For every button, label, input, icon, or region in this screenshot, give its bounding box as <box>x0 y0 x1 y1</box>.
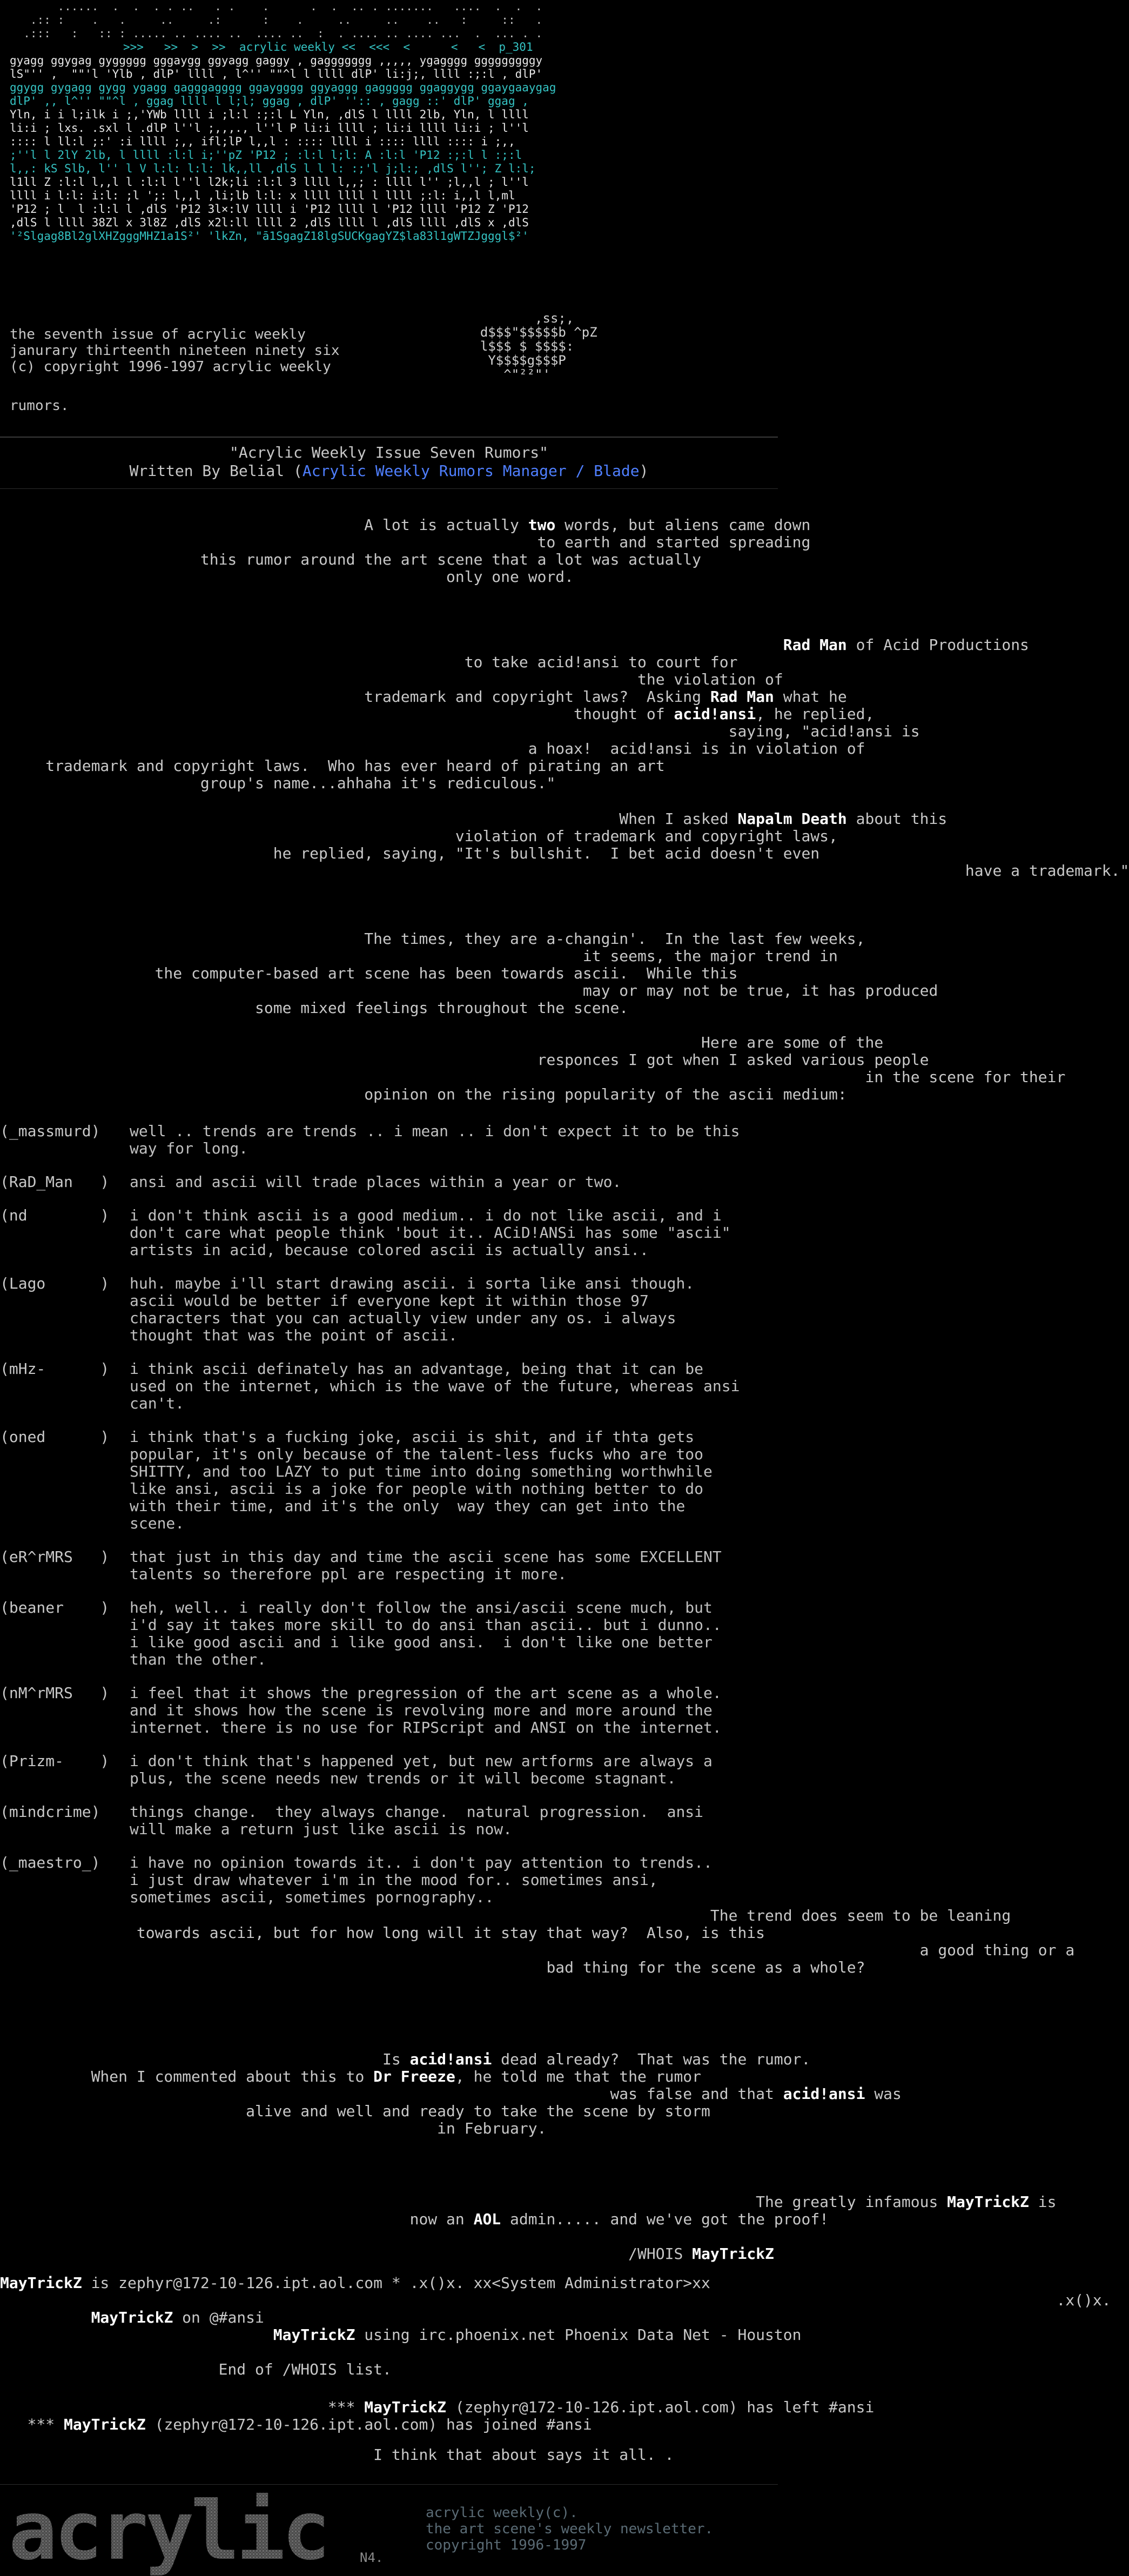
response-text: sometimes ascii, sometimes pornography.. <box>130 1888 494 1906</box>
acid-text: thought of <box>0 705 674 723</box>
aol-text: is <box>1029 2193 1057 2211</box>
response-handle: (nM^rMRS ) <box>0 1684 110 1702</box>
aol-name: AOL <box>473 2210 501 2228</box>
acid-ansi-name: acid!ansi <box>409 2050 492 2068</box>
closing-line <box>0 2446 674 2464</box>
footer-line-2: the art scene's weekly newsletter. <box>426 2521 714 2537</box>
response-text: plus, the scene needs new trends or it will become stagnant. <box>130 1769 676 1787</box>
whois-text: using irc.phoenix.net Phoenix Data Net - Houston <box>355 2326 802 2344</box>
response-handle: (eR^rMRS ) <box>0 1548 110 1566</box>
response-text: don't care what people think 'bout it.. ACiD!ANSi has some "ascii" <box>130 1224 731 1242</box>
response-handle: (_maestro_) <box>0 1854 100 1871</box>
response-item <box>0 1360 778 1412</box>
art-dots-top: ...... . . . . .. . . . . . .. . ....... .... . . . .:: : . . .. .: : . .. .. .. : :: . .::: : :: : ..... .. .... .. .... .. : . .... .. .... ... . ... . . <box>23 0 543 40</box>
acid-text: of Acid Productions <box>846 636 1029 654</box>
intro-text: this rumor around the art scene that a lot was actually <box>0 551 702 568</box>
intro-text: only one word. <box>0 568 574 586</box>
response-handle: (nd ) <box>0 1206 110 1224</box>
ascii-text: it seems, the major trend in <box>0 947 838 965</box>
whois-end <box>0 2361 392 2378</box>
aol-paragraph <box>0 2193 1056 2228</box>
response-text: i'd say it takes more skill to do ansi than ascii.. but i dunno.. <box>130 1616 722 1634</box>
response-text: i have no opinion towards it.. i don't pay attention to trends.. <box>130 1854 713 1871</box>
divider-title <box>0 488 778 489</box>
whois-output <box>0 2275 1111 2344</box>
issue-line-3: (c) copyright 1996-1997 acrylic weekly <box>10 359 331 375</box>
response-text: heh, well.. i really don't follow the ansi/ascii scene much, but <box>130 1599 713 1616</box>
response-text: ansi and ascii will trade places within a year or two. <box>130 1173 622 1191</box>
ascii-text: opinion on the rising popularity of the ascii medium: <box>0 1085 847 1103</box>
dead-text: , he told me that the rumor <box>455 2068 702 2085</box>
footer-line-1: acrylic weekly(c). <box>426 2505 578 2521</box>
response-text: scene. <box>130 1514 185 1532</box>
response-item <box>0 1428 778 1532</box>
response-item <box>0 1548 778 1583</box>
response-text: used on the internet, which is the wave of the future, whereas ansi <box>130 1377 740 1395</box>
response-text: i like good ascii and i like good ansi. i don't like one better <box>130 1633 713 1651</box>
response-text: i think ascii definately has an advantage, being that it can be <box>130 1360 704 1378</box>
response-text: with their time, and it's the only way they can get into the <box>130 1497 686 1515</box>
ascii-text: in the scene for their <box>0 1068 1066 1086</box>
headline-text: "Acrylic Weekly Issue Seven Rumors" <box>229 444 548 461</box>
art-tagline: >>> >> > >> acrylic weekly << <<< < < < p_301 <box>123 41 533 53</box>
acid-text: , he replied, <box>756 705 875 723</box>
acid-text: what he <box>774 688 847 706</box>
irc-text: *** <box>0 2398 365 2416</box>
outro-text: a good thing or a <box>0 1941 1075 1959</box>
whois-command <box>0 2245 774 2263</box>
whois-text: End of /WHOIS list. <box>0 2360 392 2378</box>
response-text: characters that you can actually view under any os. i always <box>130 1309 676 1327</box>
response-text: popular, it's only because of the talent-less fucks who are too <box>130 1445 704 1463</box>
intro-text: words, but aliens came down <box>555 516 811 534</box>
byline-link[interactable]: Acrylic Weekly Rumors Manager / Blade <box>302 462 640 480</box>
response-text: i just draw whatever i'm in the mood for.. sometimes ansi, <box>130 1871 658 1889</box>
response-handle: (mHz- ) <box>0 1360 110 1378</box>
headline <box>0 444 778 461</box>
acid-text: trademark and copyright laws? Asking <box>0 688 710 706</box>
footer-line-3: copyright 1996-1997 <box>426 2537 587 2553</box>
whois-text: .x()x. <box>0 2291 1111 2309</box>
irc-text: (zephyr@172-10-126.ipt.aol.com) has joined #ansi <box>145 2416 592 2433</box>
aol-text: The greatly infamous <box>0 2193 947 2211</box>
napalm-text: about this <box>846 810 947 828</box>
acid-text: saying, "acid!ansi is <box>0 722 920 740</box>
response-text: than the other. <box>130 1651 266 1668</box>
whois-text <box>0 2309 91 2326</box>
logo-tag: N4. <box>360 2550 384 2565</box>
outro-text: bad thing for the scene as a whole? <box>0 1958 865 1976</box>
response-handle: (Prizm- ) <box>0 1752 110 1770</box>
response-handle: (oned ) <box>0 1428 110 1446</box>
irc-text: *** <box>0 2416 64 2433</box>
acid-paragraph <box>0 636 1029 792</box>
dead-text: When I commented about this to <box>0 2068 374 2085</box>
acid-ansi-name: acid!ansi <box>674 705 756 723</box>
maytrickz-name: MayTrickZ <box>273 2326 355 2344</box>
dollar-art: ,ss;, d$$$"$$$$$b ^pZ l$$$ $ $$$$: Y$$$$g$$$P ^"²²"' <box>480 311 597 382</box>
response-item <box>0 1207 778 1259</box>
response-text: ascii would be better if everyone kept it within those 97 <box>130 1292 649 1310</box>
aol-text: now an <box>0 2210 474 2228</box>
art-block-letters: gyagg ggygag gyggggg gggaygg ggyagg gaggy , gaggggggg ,,,,, ygagggg gggggggggy lS"'' , ""'l 'Ylb , dlP' llll , l^'' ""^l l llll dlP' li:j;, llll :;:l , dlP' ggygg gygagg gygg ygagg gagggagggg ggaygggg ggyaggg gaggggg ggaggygg ggaygaaygag dlP' ,, l^'' ""^l , ggag llll l l;l; ggag , dlP' '':: , gagg ::' dlP' ggag , Yln, i i l;ilk i ;,'YWb llll i ;l:l :;:l L Yln, ,dlS l llll 2lb, Yln, l llll li:i ; lxs. .sxl l .dlP l''l ;,,,., l''l P li:i llll ; li:i llll li:i ; l''l :::: l ll:l ;:' :i llll ;,, ifl;lP l,,l : :::: llll i :::: llll :::: i ;,, ;''l l 2lY 2lb, l llll :l:l i;''pZ 'P12 ; :l:l l;l: A :l:l 'P12 :;:l l :;:l l,,: kS Slb, l'' l V l:l: l:l: lk,,ll ,dlS l l l: :;'l j;l:; ,dlS l''; Z l:l; l1ll Z :l:l l,,l l :l:l l''l l2k;li :l:l 3 llll l,,; : llll l'' ;l,,l ; l''l llll i l:l: i:l: ;l ';: l,,l ,li;lb l:l: x llll llll l llll ;:l: i,,l l,ml 'P12 ; l l :l:l l ,dlS 'P12 3l×:lV llll i 'P12 llll l 'P12 llll 'P12 Z 'P12 ,dlS l llll 38Zl x 3l8Z ,dlS x2l:ll llll 2 ,dlS llll l ,dlS llll ,dlS x ,dlS '²Slgag8Bl2glXHZgggMHZ1a1S²' 'lkZn, "ā1SgagZ18lgSUCKgagYZ$la83l1gWTZJgggl$²' <box>10 54 556 243</box>
response-text: i don't think ascii is a good medium.. i do not like ascii, and i <box>130 1206 722 1224</box>
issue-line-2: janurary thirteenth nineteen ninety six <box>10 343 340 359</box>
closing-text: I think that about says it all. . <box>0 2446 674 2464</box>
acid-text: trademark and copyright laws. Who has ever heard of pirating an art <box>0 757 665 775</box>
response-text: will make a return just like ascii is now. <box>130 1820 513 1838</box>
dead-text: was <box>865 2085 902 2103</box>
maytrickz-name: MayTrickZ <box>91 2309 173 2326</box>
response-text: huh. maybe i'll start drawing ascii. i sorta like ansi though. <box>130 1274 695 1292</box>
acid-text: the violation of <box>0 670 783 688</box>
outro-text: The trend does seem to be leaning <box>0 1907 1011 1924</box>
rumors-label: rumors. <box>10 398 69 414</box>
whois-text: on @#ansi <box>173 2309 264 2326</box>
response-handle: (Lago ) <box>0 1274 110 1292</box>
ascii-text: The times, they are a-changin'. In the last few weeks, <box>0 930 865 948</box>
radman-name: Rad Man <box>783 636 847 654</box>
byline-suffix: ) <box>639 462 649 480</box>
response-text: like ansi, ascii is a joke for people with nothing better to do <box>130 1480 704 1498</box>
intro-bold-two: two <box>528 516 556 534</box>
napalm-text: have a trademark." <box>0 862 1129 880</box>
whois-text <box>0 2326 273 2344</box>
response-handle: (_massmurd) <box>0 1122 100 1140</box>
response-item <box>0 1275 778 1344</box>
trend-outro <box>0 1907 1074 1976</box>
maytrickz-name: MayTrickZ <box>64 2416 146 2433</box>
dead-text: dead already? That was the rumor. <box>492 2050 811 2068</box>
response-handle: (RaD_Man ) <box>0 1173 110 1191</box>
dead-text: alive and well and ready to take the scene by storm <box>0 2102 710 2120</box>
response-text: that just in this day and time the ascii scene has some EXCELLENT <box>130 1548 722 1566</box>
response-text: i feel that it shows the pregression of the art scene as a whole. <box>130 1684 722 1702</box>
response-item <box>0 1854 778 1906</box>
drfreeze-name: Dr Freeze <box>373 2068 455 2085</box>
response-item <box>0 1753 778 1787</box>
response-text: and it shows how the scene is revolving more and more around the <box>130 1701 713 1719</box>
ansi-art-header <box>10 0 556 243</box>
outro-text: towards ascii, but for how long will it stay that way? Also, is this <box>0 1924 765 1942</box>
ascii-text: the computer-based art scene has been towards ascii. While this <box>0 964 738 982</box>
aol-text: admin..... and we've got the proof! <box>501 2210 829 2228</box>
response-handle: (mindcrime) <box>0 1803 100 1821</box>
response-text: things change. they always change. natural progression. ansi <box>130 1803 704 1821</box>
response-item <box>0 1123 778 1157</box>
response-text: internet. there is no use for RIPScript and ANSI on the internet. <box>130 1719 722 1736</box>
divider-top <box>0 437 778 438</box>
napalm-paragraph <box>0 810 1129 880</box>
response-text: i don't think that's happened yet, but new artforms are always a <box>130 1752 713 1770</box>
response-text: artists in acid, because colored ascii is actually ansi.. <box>130 1241 649 1259</box>
response-item <box>0 1173 778 1191</box>
acid-text: a hoax! acid!ansi is in violation of <box>0 740 865 757</box>
response-item <box>0 1599 778 1668</box>
ascii-text: may or may not be true, it has produced <box>0 982 938 999</box>
acid-dead-paragraph <box>0 2051 902 2137</box>
irc-log <box>0 2399 874 2433</box>
maytrickz-name: MayTrickZ <box>364 2398 447 2416</box>
maytrickz-name: MayTrickZ <box>692 2245 774 2263</box>
napalm-text: he replied, saying, "It's bullshit. I bet acid doesn't even <box>0 844 820 862</box>
response-text: way for long. <box>130 1139 248 1157</box>
response-item <box>0 1685 778 1736</box>
maytrickz-name: MayTrickZ <box>0 2274 82 2292</box>
intro-text: to earth and started spreading <box>0 533 811 551</box>
ascii-text: Here are some of the <box>0 1034 884 1051</box>
response-text: can't. <box>130 1394 185 1412</box>
whois-text: is zephyr@172-10-126.ipt.aol.com * .x()x. xx<System Administrator>xx <box>82 2274 710 2292</box>
dead-text: was false and that <box>0 2085 783 2103</box>
irc-text: (zephyr@172-10-126.ipt.aol.com) has left #ansi <box>446 2398 875 2416</box>
acid-text: group's name...ahhaha it's rediculous." <box>0 774 556 792</box>
maytrickz-name: MayTrickZ <box>947 2193 1029 2211</box>
ascii-text: responces I got when I asked various people <box>0 1051 929 1069</box>
footer-text <box>426 2505 713 2553</box>
radman-name: Rad Man <box>710 688 774 706</box>
logo-word: acrylic <box>9 2484 328 2576</box>
ascii-intro <box>0 930 1065 1103</box>
acid-text: to take acid!ansi to court for <box>0 653 738 671</box>
byline <box>0 462 778 480</box>
dead-text: in February. <box>0 2119 547 2137</box>
acrylic-logo <box>3 2484 435 2576</box>
byline-prefix: Written By Belial ( <box>129 462 303 480</box>
response-handle: (beaner ) <box>0 1599 110 1616</box>
response-text: i think that's a fucking joke, ascii is shit, and if thta gets <box>130 1428 695 1446</box>
napalm-name: Napalm Death <box>737 810 847 828</box>
napalm-text: When I asked <box>0 810 738 828</box>
response-text: talents so therefore ppl are respecting it more. <box>130 1565 567 1583</box>
whois-text: /WHOIS <box>0 2245 693 2263</box>
response-text: SHITTY, and too LAZY to put time into doing something worthwhile <box>130 1463 713 1480</box>
intro-text: A lot is actually <box>0 516 528 534</box>
response-item <box>0 1803 778 1838</box>
issue-line-1: the seventh issue of acrylic weekly <box>10 326 306 343</box>
dead-text: Is <box>0 2050 410 2068</box>
response-text: thought that was the point of ascii. <box>130 1326 458 1344</box>
intro-paragraph <box>0 516 810 586</box>
acid-ansi-name: acid!ansi <box>783 2085 865 2103</box>
response-text: well .. trends are trends .. i mean .. i don't expect it to be this <box>130 1122 740 1140</box>
ascii-text: some mixed feelings throughout the scene. <box>0 999 629 1017</box>
napalm-text: violation of trademark and copyright laws, <box>0 827 838 845</box>
